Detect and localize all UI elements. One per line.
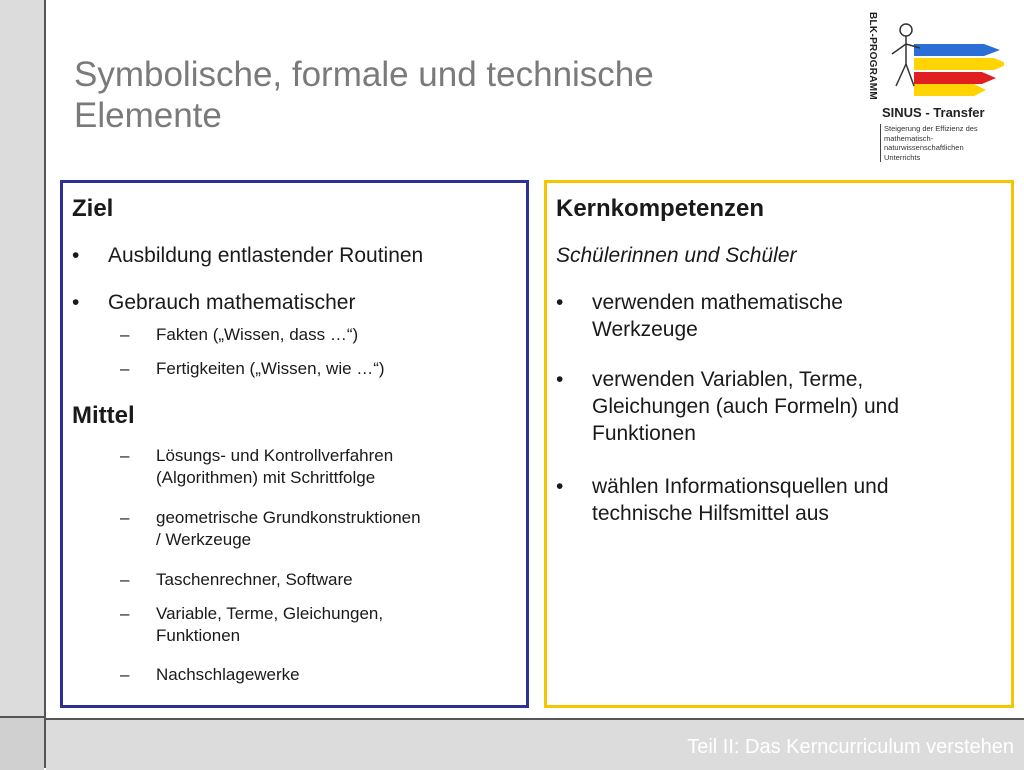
- bullet-icon: •: [556, 291, 564, 314]
- dash-text-line: Lösungs- und Kontrollverfahren: [156, 446, 394, 465]
- title-line-1: Symbolische, formale und technische: [74, 55, 654, 94]
- logo-sub-line-3: Unterrichts: [884, 152, 921, 162]
- dash-text: Fertigkeiten („Wissen, wie …“): [156, 359, 385, 378]
- bullet-text-line: technische Hilfsmittel aus: [592, 502, 829, 525]
- title-line-2: Elemente: [74, 96, 222, 135]
- dash-text-line: Funktionen: [156, 626, 241, 645]
- dash-text-line: Taschenrechner, Software: [156, 570, 353, 589]
- logo-sub-line-1: Steigerung der Effizienz des: [884, 124, 978, 133]
- slide-title: [74, 54, 774, 136]
- bullet-text-line: Funktionen: [592, 422, 696, 445]
- bullet-text: Ausbildung entlastender Routinen: [108, 244, 424, 267]
- heading-mittel: Mittel: [72, 402, 135, 429]
- logo-vertical-text: BLK-PROGRAMM: [867, 12, 878, 101]
- logo-sub-line-2: mathematisch-naturwissenschaftlichen: [884, 133, 964, 152]
- dash-icon: –: [120, 508, 130, 527]
- bullet-text-line: verwenden mathematische: [592, 291, 843, 314]
- footer-bar: [46, 718, 1024, 770]
- dash-text-line: geometrische Grundkonstruktionen: [156, 508, 421, 527]
- dash-text-line: / Werkzeuge: [156, 530, 252, 549]
- left-sidebar-strip: [0, 0, 46, 768]
- heading-kernkompetenzen: Kernkompetenzen: [556, 195, 765, 222]
- dash-icon: –: [120, 665, 130, 684]
- bullet-text-line: wählen Informationsquellen und: [592, 475, 889, 498]
- footer-text: Teil II: Das Kerncurriculum verstehen: [687, 736, 1014, 758]
- ziel-mittel-panel: [60, 180, 529, 708]
- logo-subtitle: [880, 124, 1004, 162]
- dash-text-line: (Algorithmen) mit Schrittfolge: [156, 468, 376, 487]
- dash-icon: –: [120, 446, 130, 465]
- bullet-text: Gebrauch mathematischer: [108, 291, 356, 314]
- bullet-text: [592, 366, 899, 447]
- dash-text: [156, 569, 353, 591]
- dash-text: [156, 507, 421, 551]
- dash-text: [156, 603, 383, 647]
- left-strip-bottom-box: [0, 716, 44, 770]
- subtitle-schueler: Schülerinnen und Schüler: [556, 244, 797, 267]
- bullet-icon: •: [72, 291, 80, 314]
- bullet-icon: •: [556, 475, 564, 498]
- bullet-text: [592, 289, 843, 343]
- pencils-figure-icon: [884, 20, 1004, 104]
- bullet-text-line: Gleichungen (auch Formeln) und: [592, 395, 900, 418]
- dash-text-line: Variable, Terme, Gleichungen,: [156, 604, 384, 623]
- dash-text: [156, 664, 300, 686]
- dash-icon: –: [120, 570, 130, 589]
- bullet-text-line: verwenden Variablen, Terme,: [592, 368, 864, 391]
- bullet-icon: •: [72, 244, 80, 267]
- heading-ziel: Ziel: [72, 195, 114, 222]
- logo-name: SINUS - Transfer: [882, 105, 985, 120]
- dash-icon: –: [120, 604, 130, 623]
- bullet-text: [592, 473, 889, 527]
- dash-text: [156, 445, 393, 489]
- dash-text: Fakten („Wissen, dass …“): [156, 325, 359, 344]
- dash-icon: –: [120, 325, 130, 344]
- bullet-text-line: Werkzeuge: [592, 318, 698, 341]
- sinus-logo: [858, 12, 1018, 160]
- dash-text-line: Nachschlagewerke: [156, 665, 300, 684]
- bullet-icon: •: [556, 368, 564, 391]
- dash-icon: –: [120, 359, 130, 378]
- kernkompetenzen-panel: [544, 180, 1014, 708]
